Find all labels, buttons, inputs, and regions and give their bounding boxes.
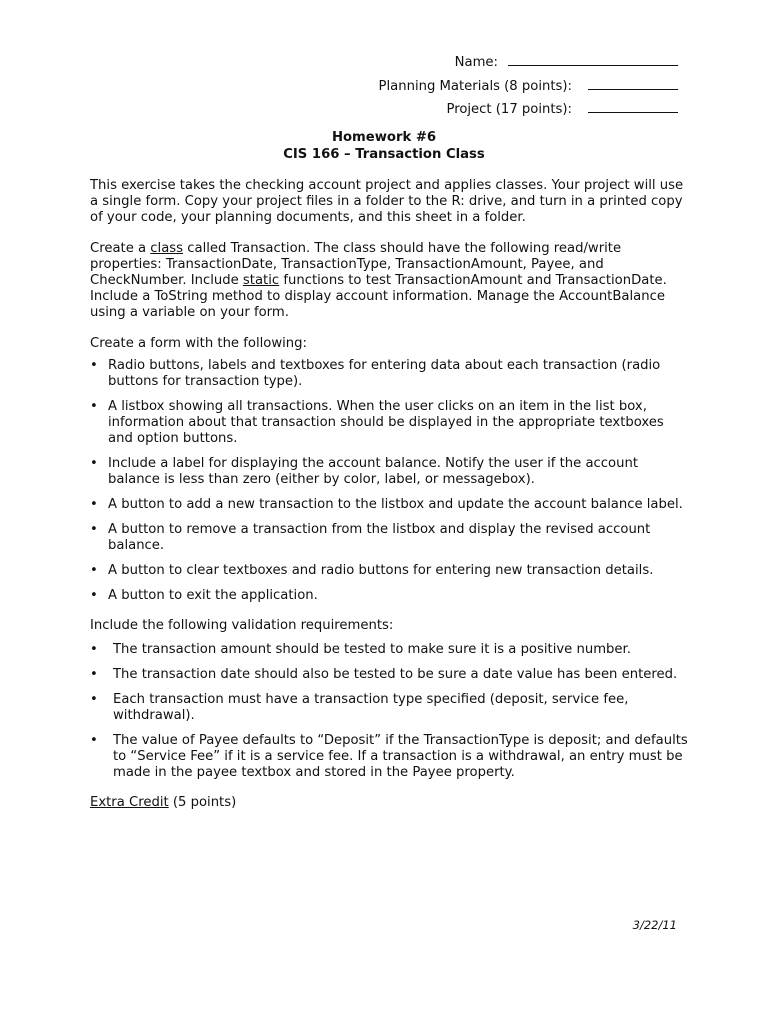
- static-word-underlined: static: [242, 273, 280, 288]
- bullet-icon: •: [90, 733, 98, 748]
- list-item: [90, 667, 690, 683]
- bullet-icon: •: [90, 642, 98, 657]
- grading-header: [258, 52, 678, 123]
- bullet-icon: •: [90, 497, 98, 512]
- bullet-icon: •: [90, 667, 98, 682]
- list-item-text: Include a label for displaying the account balance. Notify the user if the account balance is less than zero (either by color, label, or messagebox).: [108, 456, 638, 487]
- intro-paragraph: This exercise takes the checking account project and applies classes. Your project will use a single form. Copy your project files in a folder to the R: drive, and turn in a printed copy of your code, your planning documents, and this sheet in a folder.: [90, 178, 684, 225]
- bullet-icon: •: [90, 588, 98, 603]
- validation-requirements-list: [90, 642, 690, 781]
- list-item: [90, 692, 690, 724]
- list-item: [90, 358, 690, 390]
- list-item: [90, 497, 690, 513]
- list-item: [90, 399, 690, 447]
- class-para-part3: functions to test TransactionAmount and TransactionDate. Include a ToString method to display account information. Manage the AccountBalance using a variable on your form.: [90, 273, 667, 320]
- document-title: [0, 130, 768, 164]
- title-line-2: CIS 166 – Transaction Class: [283, 147, 485, 162]
- bullet-icon: •: [90, 456, 98, 471]
- list-item: [90, 522, 690, 554]
- extra-credit-line: [90, 795, 690, 811]
- project-row: [258, 99, 678, 123]
- list-item-text: A button to remove a transaction from the listbox and display the revised account balance.: [108, 522, 651, 553]
- list-item: [90, 733, 690, 781]
- list-item-text: A listbox showing all transactions. When the user clicks on an item in the list box, information about that transaction should be displayed in the appropriate textboxes and option buttons.: [108, 399, 664, 446]
- list-item-text: The transaction date should also be tested to be sure a date value has been entered.: [113, 667, 678, 682]
- bullet-icon: •: [90, 522, 98, 537]
- form-intro: Create a form with the following:: [90, 336, 307, 351]
- document-body: [90, 178, 690, 826]
- list-item-text: A button to exit the application.: [108, 588, 318, 603]
- class-para-part2: called Transaction. The class should have the following read/write properties: TransactionDate, TransactionType, TransactionAmount, Payee, and CheckNumber. Include: [90, 241, 622, 288]
- list-item: [90, 642, 690, 658]
- project-label: Project (17 points):: [446, 102, 572, 117]
- footer-date: 3/22/11: [632, 918, 677, 932]
- name-blank-line: [508, 52, 678, 66]
- bullet-icon: •: [90, 563, 98, 578]
- planning-label: Planning Materials (8 points):: [378, 78, 572, 94]
- list-item-text: A button to add a new transaction to the listbox and update the account balance label.: [108, 497, 683, 512]
- list-item: [90, 456, 690, 488]
- extra-credit-points: (5 points): [168, 795, 237, 810]
- list-item-text: A button to clear textboxes and radio buttons for entering new transaction details.: [108, 563, 654, 578]
- list-item-text: Each transaction must have a transaction type specified (deposit, service fee, withdrawal).: [113, 692, 629, 723]
- title-line-1: Homework #6: [331, 130, 437, 145]
- bullet-icon: •: [90, 399, 98, 414]
- name-label: Name:: [454, 55, 498, 70]
- project-blank-line: [588, 99, 678, 113]
- bullet-icon: •: [90, 692, 98, 707]
- class-word-underlined: class: [150, 241, 184, 256]
- planning-row: [258, 76, 678, 100]
- class-para-part1: Create a: [90, 241, 151, 256]
- bullet-icon: •: [90, 358, 98, 373]
- list-item-text: The transaction amount should be tested to make sure it is a positive number.: [113, 642, 631, 657]
- planning-blank-line: [588, 76, 678, 90]
- extra-credit-label: Extra Credit: [90, 795, 169, 810]
- form-requirements-list: [90, 358, 690, 604]
- list-item: [90, 588, 690, 604]
- name-row: [258, 52, 678, 76]
- validation-intro: Include the following validation requirements:: [90, 618, 394, 633]
- list-item-text: Radio buttons, labels and textboxes for entering data about each transaction (radio buttons for transaction type).: [108, 358, 661, 389]
- class-paragraph: [90, 241, 690, 321]
- list-item: [90, 563, 690, 579]
- list-item-text: The value of Payee defaults to “Deposit” if the TransactionType is deposit; and defaults to “Service Fee” if it is a service fee. If a transaction is a withdrawal, an entry must be made in the payee textbox and stored in the Payee property.: [113, 733, 688, 780]
